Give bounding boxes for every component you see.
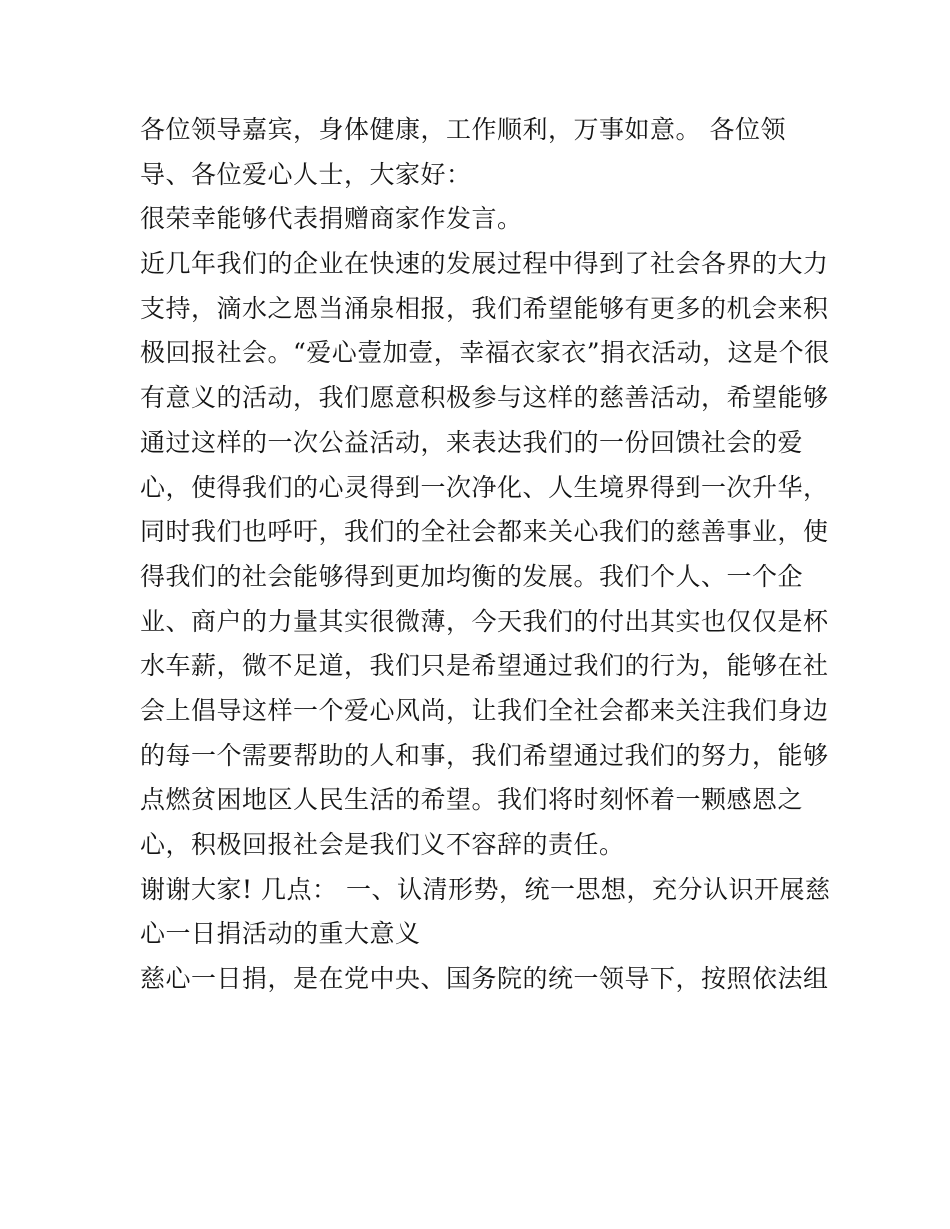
text-line: 支持，滴水之恩当涌泉相报，我们希望能够有更多的机会来积 [140, 293, 829, 323]
text-line: 水车薪，微不足道，我们只是希望通过我们的行为，能够在社 [140, 651, 829, 681]
text-line: 各位领导嘉宾，身体健康，工作顺利，万事如意。 各位领 [140, 115, 786, 144]
text-line: 近几年我们的企业在快速的发展过程中得到了社会各界的大力 [140, 249, 829, 279]
text-line: 慈心一日捐，是在党中央、国务院的统一领导下，按照依法组 [140, 964, 829, 994]
text-line: 心，积极回报社会是我们义不容辞的责任。 [140, 830, 625, 859]
text-line: 得我们的社会能够得到更加均衡的发展。我们个人、一个企 [140, 561, 804, 591]
text-line: 同时我们也呼吁，我们的全社会都来关心我们的慈善事业，使 [140, 517, 829, 547]
text-line: 心，使得我们的心灵得到一次净化、人生境界得到一次升华， [140, 472, 829, 502]
text-line: 通过这样的一次公益活动，来表达我们的一份回馈社会的爱 [140, 427, 804, 457]
text-line: 有意义的活动，我们愿意积极参与这样的慈善活动，希望能够 [140, 383, 829, 413]
text-line: 心一日捐活动的重大意义 [140, 919, 421, 949]
document-body [140, 108, 831, 1002]
text-line: 业、商户的力量其实很微薄，今天我们的付出其实也仅仅是杯 [140, 606, 829, 636]
text-line: 极回报社会。“爱心壹加壹，幸福衣家衣”捐衣活动，这是个很 [140, 338, 830, 368]
text-line: 导、各位爱心人士，大家好： [140, 159, 472, 189]
text-line: 点燃贫困地区人民生活的希望。我们将时刻怀着一颗感恩之 [140, 785, 804, 815]
text-line: 会上倡导这样一个爱心风尚，让我们全社会都来关注我们身边 [140, 695, 829, 725]
text-line: 谢谢大家! 几点： 一、认清形势，统一思想，充分认识开展慈 [140, 874, 831, 904]
text-line: 很荣幸能够代表捐赠商家作发言。 [140, 204, 523, 234]
text-line: 的每一个需要帮助的人和事，我们希望通过我们的努力，能够 [140, 740, 829, 770]
